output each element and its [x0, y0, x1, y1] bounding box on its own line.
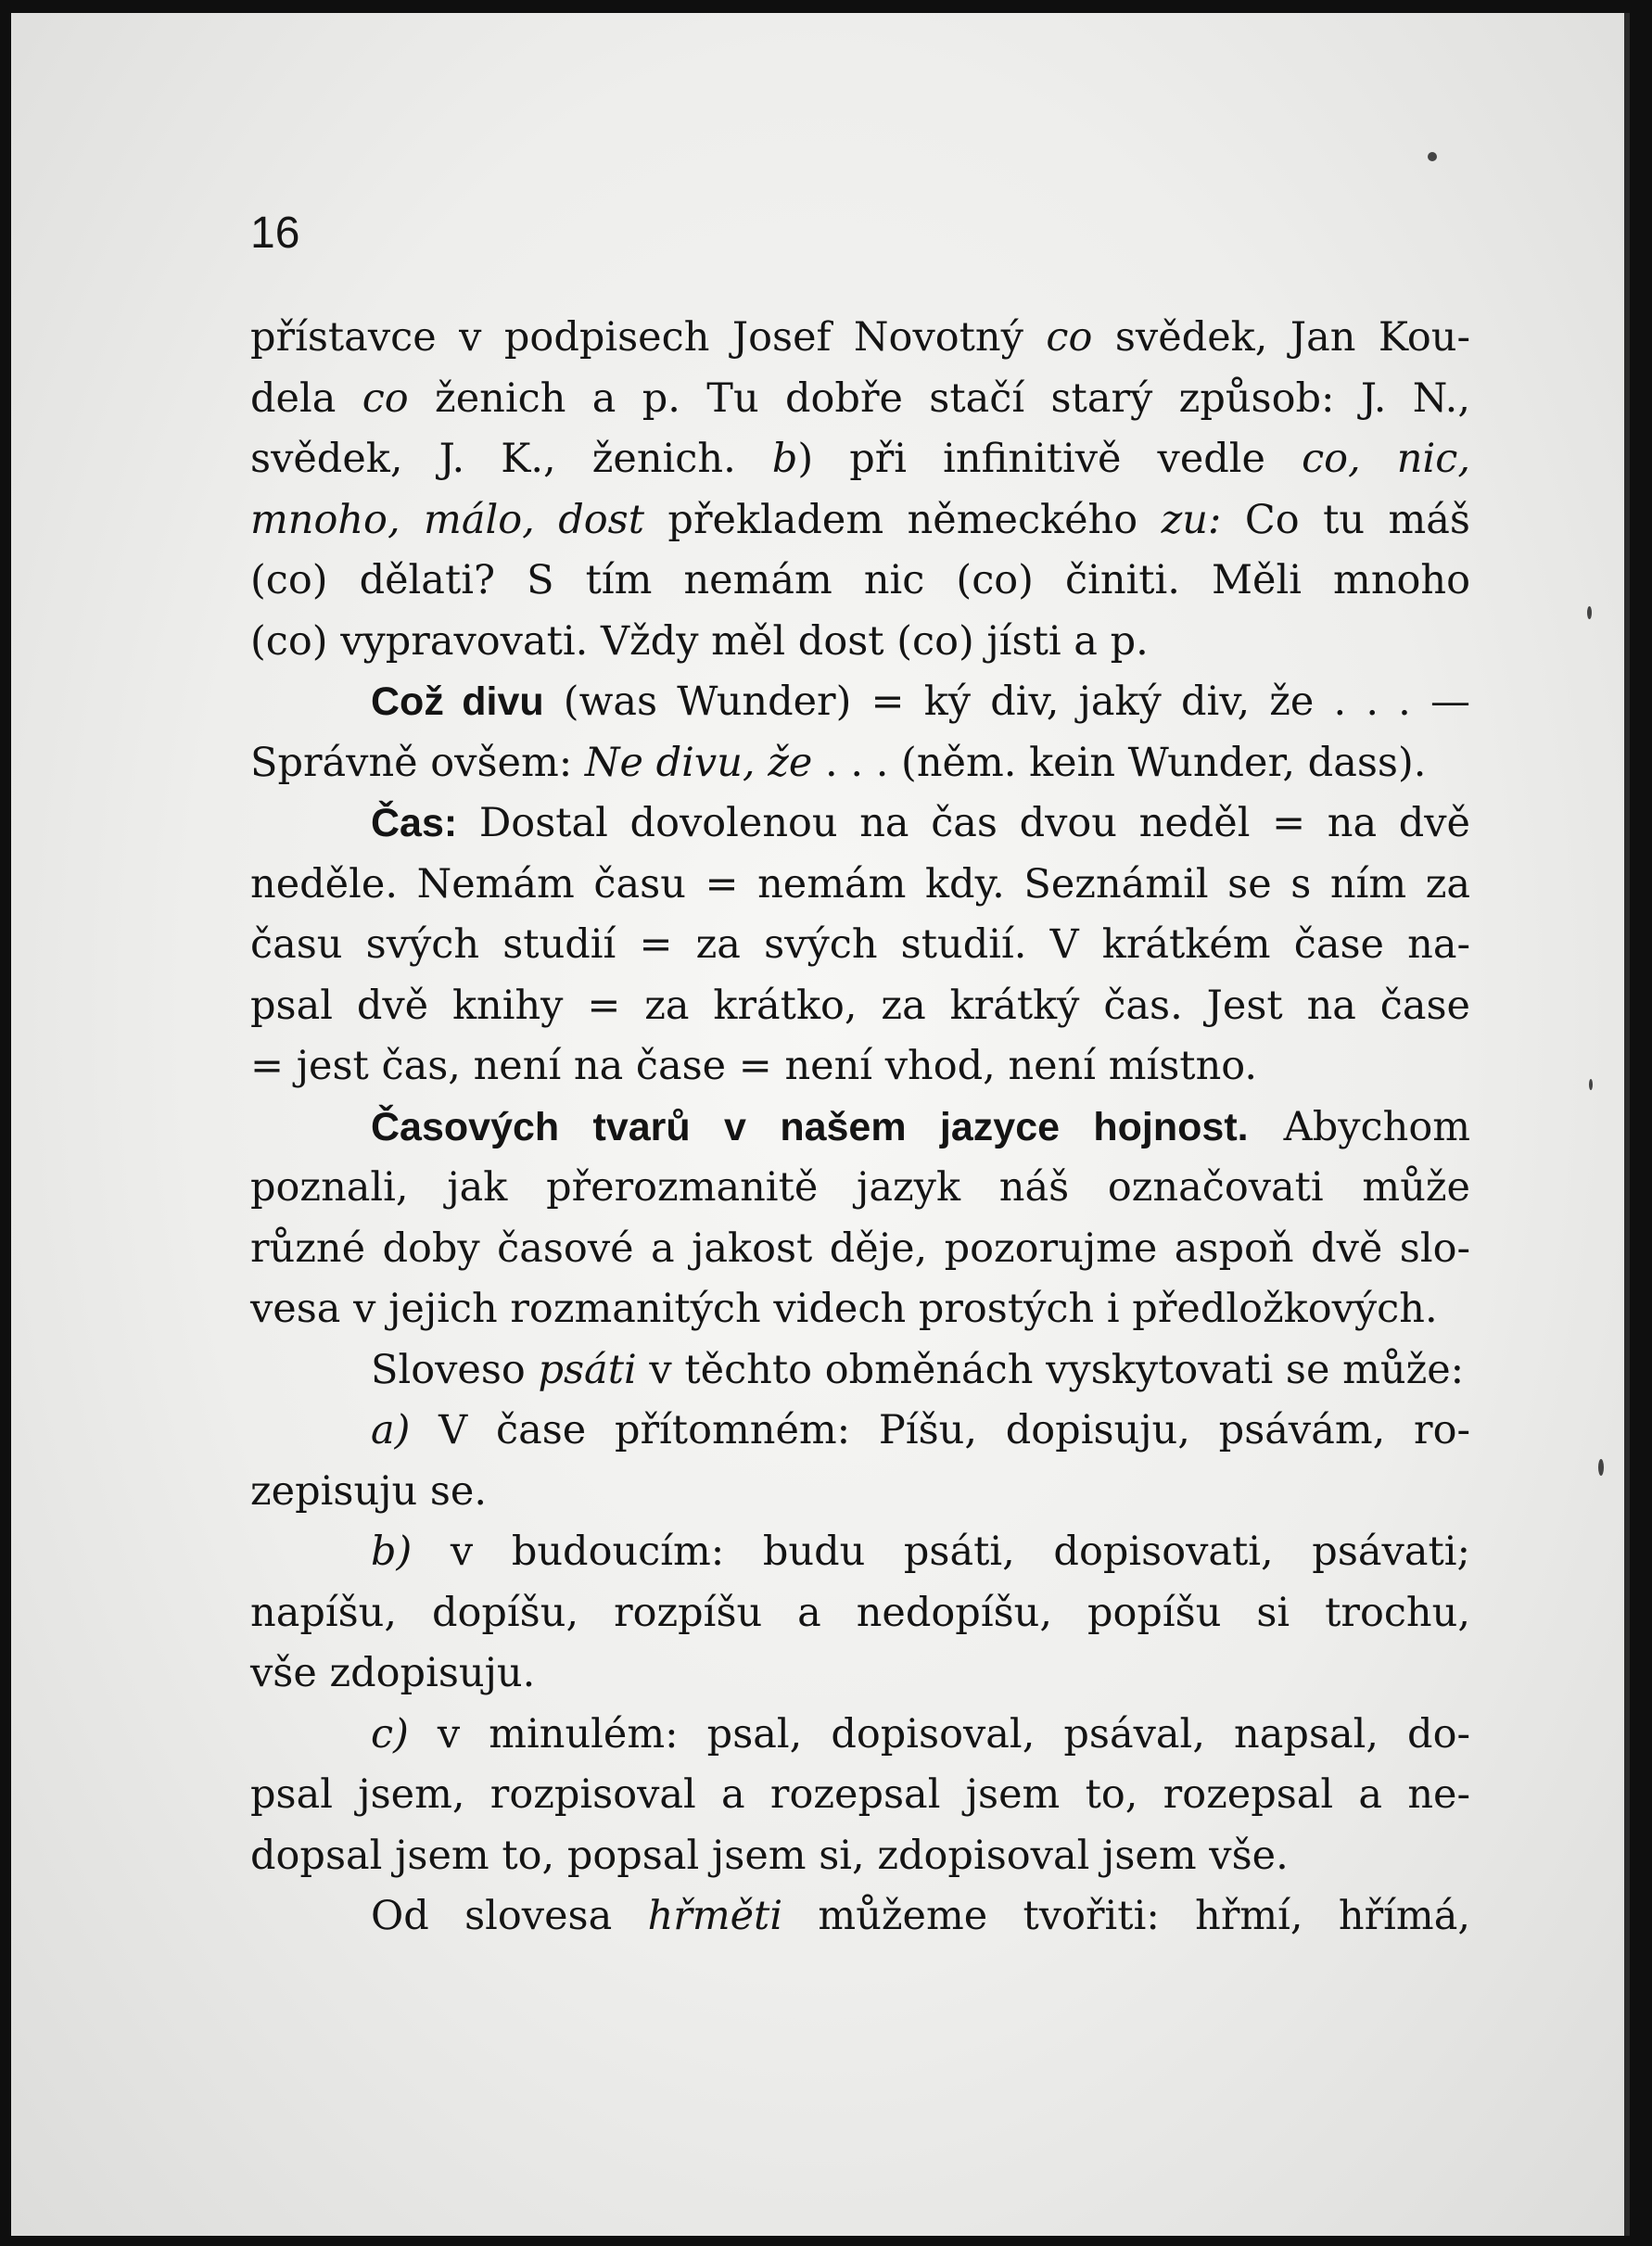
text-line: zepisuju se. — [250, 1467, 488, 1515]
text-line: poznali, jak přerozmanitě jazyk náš označovati může — [250, 1164, 1470, 1211]
scan-speck — [1587, 606, 1592, 619]
text-line: c) v minulém: psal, dopisoval, psával, napsal, do- — [371, 1710, 1470, 1757]
headword: Což divu — [371, 679, 544, 724]
text-line: přístavce v podpisech Josef Novotný co svědek, Jan Kou- — [250, 314, 1470, 361]
text-line: Správně ovšem: Ne divu, že . . . (něm. kein Wunder, dass). — [250, 739, 1427, 786]
text-line: Od slovesa hřměti můžeme tvořiti: hřmí, hřímá, — [371, 1893, 1470, 1939]
text-line: Sloveso psáti v těchto obměnách vyskytovati se může: — [371, 1346, 1465, 1393]
text-line: napíšu, dopíšu, rozpíšu a nedopíšu, popíšu si trochu, — [250, 1589, 1470, 1636]
text-line: vše zdopisuju. — [250, 1650, 536, 1696]
book-page — [11, 13, 1630, 2236]
text-line: dela co ženich a p. Tu dobře stačí starý způsob: J. N., — [250, 374, 1470, 422]
text-line: různé doby časové a jakost děje, pozorujme aspoň dvě slo- — [250, 1225, 1470, 1272]
scan-speck — [1428, 152, 1437, 161]
page-number: 16 — [250, 209, 300, 258]
text-line: (co) vypravovati. Vždy měl dost (co) jísti a p. — [250, 617, 1149, 665]
text-line: dopsal jsem to, popsal jsem si, zdopisoval jsem vše. — [250, 1832, 1289, 1879]
text-line: svědek, J. K., ženich. b) při infinitivě vedle co, nic, — [250, 436, 1470, 482]
scan-speck — [1598, 1459, 1604, 1476]
text-line: času svých studií = za svých studií. V krátkém čase na- — [250, 921, 1470, 968]
text-line: Což divu (was Wunder) = ký div, jaký div, že . . . — — [371, 679, 1470, 725]
text-line: psal dvě knihy = za krátko, za krátký čas. Jest na čase — [250, 982, 1470, 1029]
headword: Čas: — [371, 801, 458, 845]
text-line: a) V čase přítomném: Píšu, dopisuju, psávám, ro- — [371, 1407, 1470, 1453]
text-line: neděle. Nemám času = nemám kdy. Seznámil se s ním za — [250, 860, 1470, 907]
text-line: mnoho, málo, dost překladem německého zu: Co tu máš — [250, 496, 1470, 543]
body-text — [250, 308, 1470, 1948]
text-line: psal jsem, rozpisoval a rozepsal jsem to, rozepsal a ne- — [250, 1771, 1470, 1818]
text-line: Čas: Dostal dovolenou na čas dvou neděl = na dvě — [371, 800, 1470, 846]
scan-speck — [1589, 1079, 1593, 1090]
headword: Časových tvarů v našem jazyce hojnost. — [371, 1104, 1249, 1149]
text-line: vesa v jejich rozmanitých videch prostých i předložkových. — [250, 1286, 1438, 1332]
text-line: Časových tvarů v našem jazyce hojnost. Abychom — [371, 1103, 1470, 1150]
text-line: b) v budoucím: budu psáti, dopisovati, psávati; — [371, 1529, 1470, 1575]
text-line: = jest čas, není na čase = není vhod, není místno. — [250, 1043, 1258, 1089]
text-line: (co) dělati? S tím nemám nic (co) činiti. Měli mnoho — [250, 557, 1470, 603]
